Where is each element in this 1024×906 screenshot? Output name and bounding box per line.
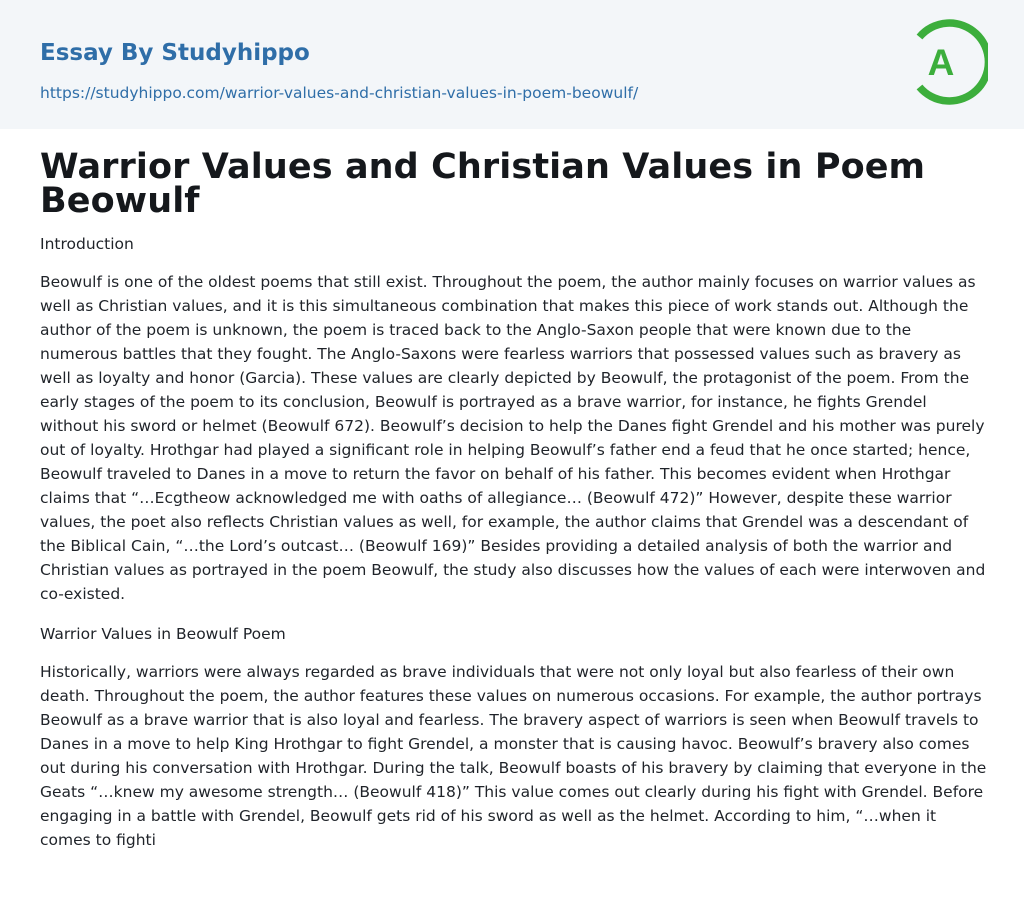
section-heading-introduction: Introduction [40,235,134,253]
section-heading-warrior-values: Warrior Values in Beowulf Poem [40,625,286,643]
studyhippo-logo-icon [912,18,988,106]
logo-letter: A [927,42,955,83]
paragraph-introduction: Beowulf is one of the oldest poems that still exist. Throughout the poem, the author mainly focuses on warrior values as well as Christian values, and it is this simultaneous combination that makes this piece of work stands out. Although the author of the poem is unknown, the poem is traced back to the Anglo-Saxon people that were known due to the numerous battles that they fought. The Anglo-Saxons were fearless warriors that possessed values such as bravery as well as loyalty and honor (Garcia). These values are clearly depicted by Beowulf, the protagonist of the poem. From the early stages of the poem to its conclusion, Beowulf is portrayed as a brave warrior, for instance, he fights Grendel without his sword or helmet (Beowulf 672). Beowulf’s decision to help the Danes fight Grendel and his mother was purely out of loyalty. Hrothgar had played a significant role in helping Beowulf’s father end a feud that he once started; hence, Beowulf traveled to Danes in a move to return the favor on behalf of his father. This becomes evident when Hrothgar claims that “…Ecgtheow acknowledged me with oaths of allegiance… (Beowulf 472)” However, despite these warrior values, the poet also reflects Christian values as well, for example, the author claims that Grendel was a descendant of the Biblical Cain, “…the Lord’s outcast… (Beowulf 169)” Besides providing a detailed analysis of both the warrior and Christian values as portrayed in the poem Beowulf, the study also discusses how the values of each were interwoven and co-existed. [40,273,986,603]
page-title: Warrior Values and Christian Values in Poem Beowulf [40,147,926,221]
source-url-link[interactable]: https://studyhippo.com/warrior-values-and-christian-values-in-poem-beowulf/ [40,84,639,102]
site-brand: Essay By Studyhippo [40,40,310,66]
site-header [0,0,1024,129]
essay-article [40,147,988,852]
paragraph-warrior-values: Historically, warriors were always regarded as brave individuals that were not only loyal but also fearless of their own death. Throughout the poem, the author features these values on numerous occasions. For example, the author portrays Beowulf as a brave warrior that is also loyal and fearless. The bravery aspect of warriors is seen when Beowulf travels to Danes in a move to help King Hrothgar to fight Grendel, a monster that is causing havoc. Beowulf’s bravery also comes out during his conversation with Hrothgar. During the talk, Beowulf boasts of his bravery by claiming that everyone in the Geats “…knew my awesome strength… (Beowulf 418)” This value comes out clearly during his fight with Grendel. Before engaging in a battle with Grendel, Beowulf gets rid of his sword as well as the helmet. According to him, “…when it comes to fighti [40,663,987,849]
